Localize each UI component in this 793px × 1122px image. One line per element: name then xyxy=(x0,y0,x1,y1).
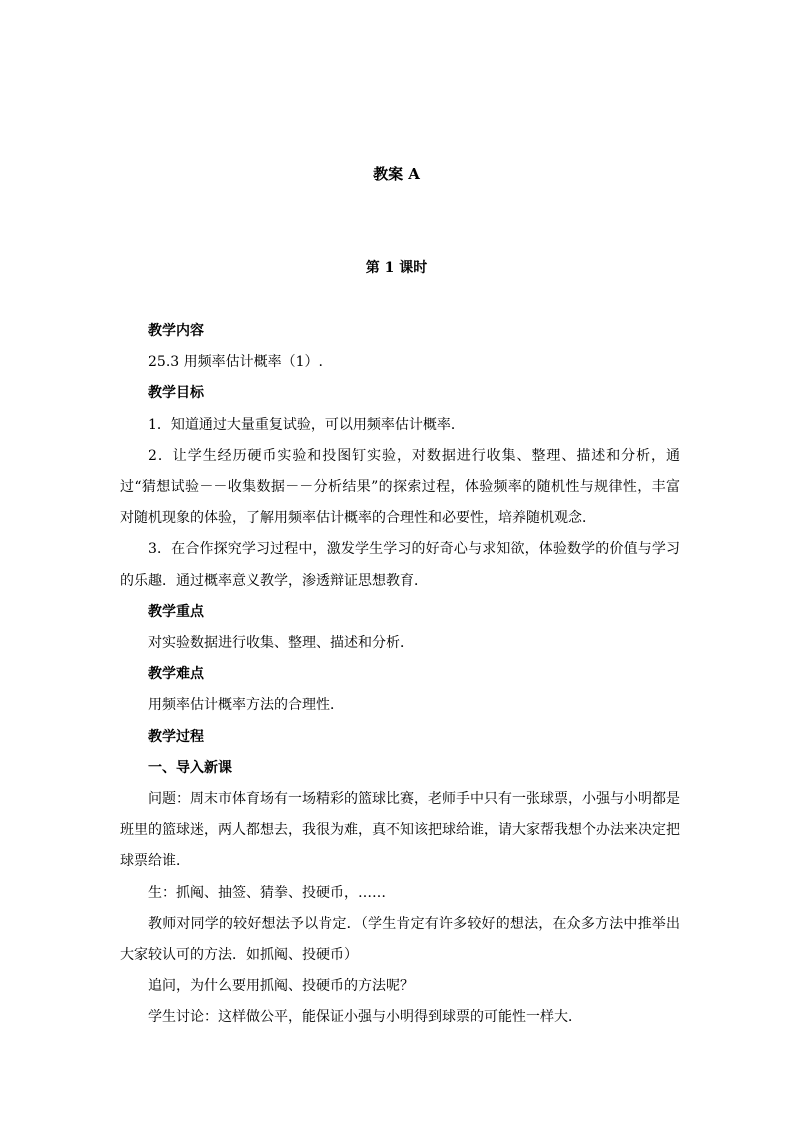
paragraph: 教师对同学的较好想法予以肯定．（学生肯定有许多较好的想法，在众多方法中推举出大家较认可的方法．如抓阄、投硬币） xyxy=(120,915,680,964)
section-heading: 教学过程 xyxy=(148,728,204,745)
section-heading: 一、导入新课 xyxy=(148,759,232,776)
section-heading: 教学难点 xyxy=(148,666,204,683)
paragraph: 25.3 用频率估计概率（1）. xyxy=(148,354,323,371)
paragraph: 对实验数据进行收集、整理、描述和分析． xyxy=(148,635,414,652)
paragraph: 学生讨论：这样做公平，能保证小强与小明得到球票的可能性一样大． xyxy=(148,1009,582,1026)
paragraph: 追问，为什么要用抓阄、投硬币的方法呢？ xyxy=(148,978,414,995)
paragraph: 3．在合作探究学习过程中，激发学生学习的好奇心与求知欲，体验数学的价值与学习的乐趣．通过概率意义教学，渗透辩证思想教育． xyxy=(120,541,680,589)
lesson-body xyxy=(120,316,680,1034)
section-heading: 教学内容 xyxy=(148,323,204,339)
lesson-title: 第 1 课时 xyxy=(365,260,428,276)
section-heading: 教学重点 xyxy=(148,603,204,620)
document-title: 教案 A xyxy=(373,165,420,183)
paragraph: 用频率估计概率方法的合理性． xyxy=(148,697,344,714)
paragraph: 1．知道通过大量重复试验，可以用频率估计概率． xyxy=(148,416,465,433)
paragraph: 2．让学生经历硬币实验和投图钉实验，对数据进行收集、整理、描述和分析，通过“猜想试验－－收集数据－－分析结果”的探索过程，体验频率的随机性与规律性，丰富对随机现象的体验，了解用频率估计概率的合理性和必要性，培养随机观念． xyxy=(120,447,680,527)
paragraph: 问题：周末市体育场有一场精彩的篮球比赛，老师手中只有一张球票，小强与小明都是班里的篮球迷，两人都想去，我很为难，真不知该把球给谁，请大家帮我想个办法来决定把球票给谁． xyxy=(120,791,680,870)
section-heading: 教学目标 xyxy=(148,385,204,402)
paragraph: 生：抓阄、抽签、猜拳、投硬币，…… xyxy=(148,884,386,901)
